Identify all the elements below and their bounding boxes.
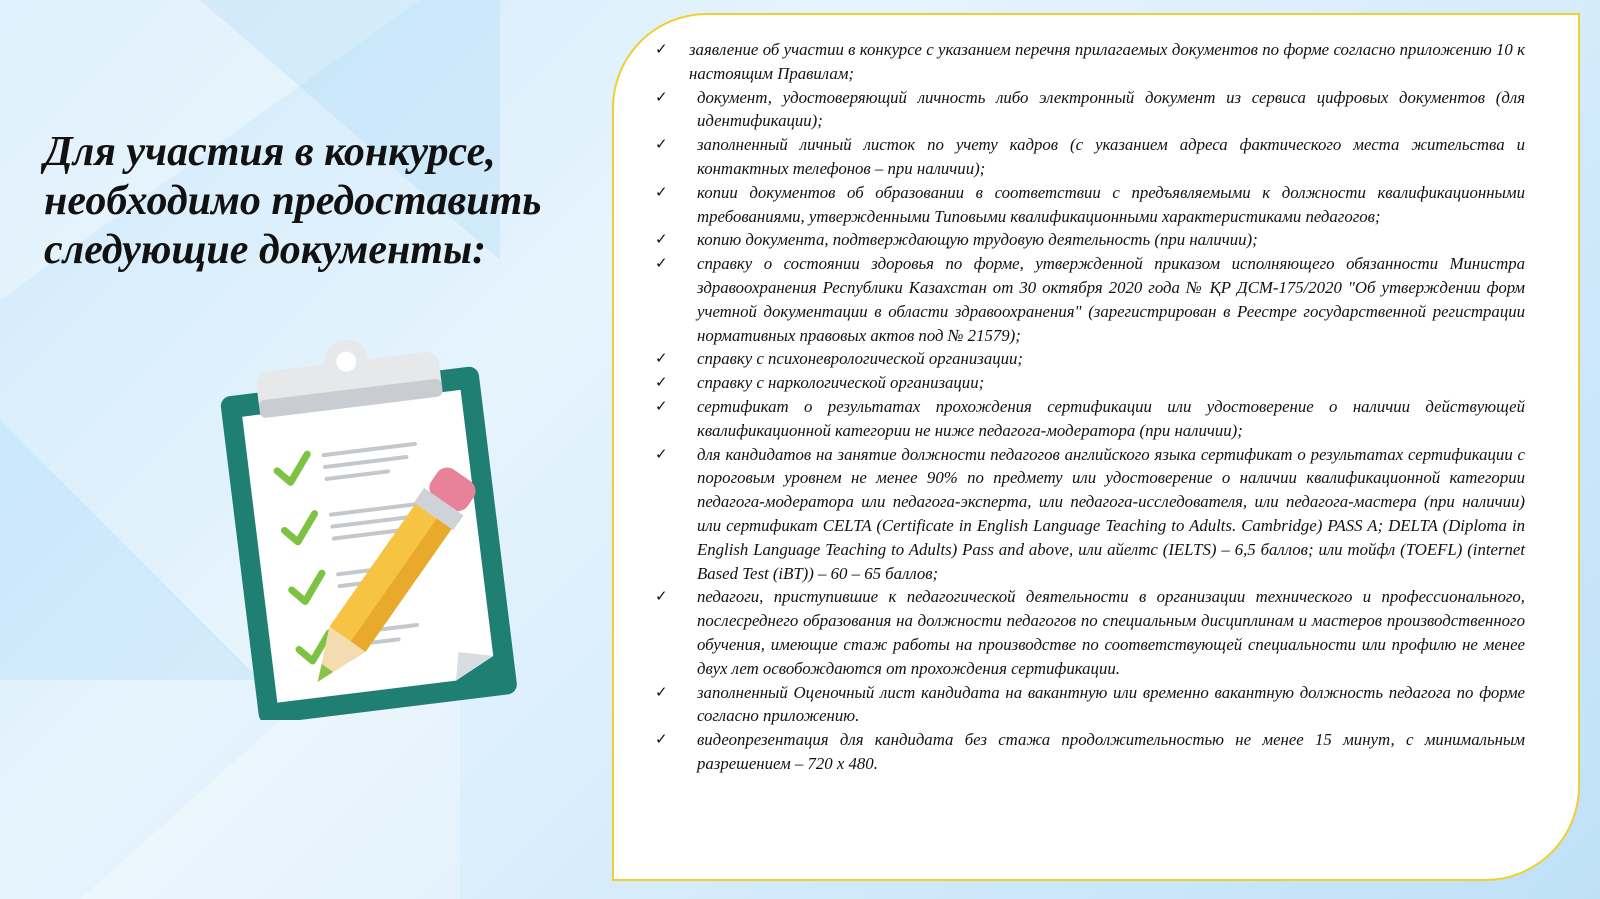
title-line: Для участия в конкурсе, [44,129,496,175]
checkmark-icon: ✓ [655,135,668,154]
list-item [655,181,1525,229]
list-item [655,228,1525,252]
list-item-text: справку о состоянии здоровья по форме, утвержденной приказом исполняющего обязанности Министра здравоохранения Республики Казахстан от 30 октября 2020 года № ҚР ДСМ-175/2020 "Об утверждении форм учетной документации в области здравоохранения" (зарегистрирован в Реестре государственной регистрации нормативных правовых актов под № 21579); [697,254,1525,345]
title-line: следующие документы: [44,227,487,273]
clipboard-checklist-pencil-icon [215,340,525,720]
list-item [655,86,1525,134]
checkmark-icon: ✓ [655,40,668,58]
checkmark-icon: ✓ [655,87,668,106]
checkmark-icon: ✓ [655,682,668,701]
list-item [655,728,1525,776]
checkmark-icon: ✓ [655,587,668,606]
list-item-text: для кандидатов на занятие должности педагогов английского языка сертификат о результатах сертификации с пороговым уровнем не менее 90% по предмету или удостоверение о наличии квалификационной категории педагога-модератора или педагога-эксперта, или педагога-исследователя, или педагога-мастера (при наличии) или сертификат CELTA (Certificate in English Language Teaching to Adults. Cambridge) PASS A; DELTA (Diploma in English Language Teaching to Adults) Pass and above, или айелтс (IELTS) – 6,5 баллов; или тойфл (TOEFL) (internet Based Test (iBT)) – 60 – 65 баллов; [697,444,1525,583]
checkmark-icon: ✓ [655,254,668,273]
checkmark-icon: ✓ [655,230,668,249]
list-item-text: документ, удостоверяющий личность либо электронный документ из сервиса цифровых документов (для идентификации); [697,87,1525,131]
list-item-text: сертификат о результатах прохождения сертификации или удостоверение о наличии действующей квалификационной категории не ниже педагога-модератора (при наличии); [697,396,1525,440]
list-item-text: видеопрезентация для кандидата без стажа продолжительностью не менее 15 минут, с минимальным разрешением – 720 x 480. [697,730,1525,773]
list-item [655,395,1525,443]
checkmark-icon: ✓ [655,349,668,368]
list-item-text: справку с психоневрологической организации; [697,349,1023,369]
checkmark-icon: ✓ [655,444,668,463]
list-item-text: педагоги, приступившие к педагогической деятельности в организации технического и профессионального, послесреднего образования на должности педагогов по специальным дисциплинам и мастеров производственного обучения, имеющие стаж работы на производстве по соответствующей специальности или профилю не менее двух лет освобождаются от прохождения сертификации. [697,587,1525,678]
list-item [655,133,1525,181]
list-item [655,443,1525,586]
list-item-text: заполненный Оценочный лист кандидата на вакантную или временно вакантную должность педагога по форме согласно приложению. [697,682,1525,726]
checkmark-icon: ✓ [655,182,668,201]
list-item-text: копии документов об образовании в соответствии с предъявляемыми к должности квалификационными требованиями, утвержденными Типовыми квалификационными характеристиками педагогов; [697,182,1525,226]
list-item-text: заполненный личный листок по учету кадров (с указанием адреса фактического места жительства и контактных телефонов – при наличии); [697,135,1525,178]
list-item [655,252,1525,347]
title-line: необходимо предоставить [44,178,542,224]
documents-list [655,38,1525,776]
list-item [655,371,1525,395]
list-item [655,681,1525,729]
list-item [655,585,1525,680]
list-item-text: заявление об участии в конкурсе с указанием перечня прилагаемых документов по форме согласно приложению 10 к настоящим Правилам; [689,40,1525,83]
list-item-text: справку с наркологической организации; [697,373,985,393]
list-item [655,38,1525,86]
list-item [655,347,1525,371]
page-title [44,128,614,275]
list-item-text: копию документа, подтверждающую трудовую деятельность (при наличии); [697,230,1258,250]
checkmark-icon: ✓ [655,373,668,392]
checkmark-icon: ✓ [655,396,668,415]
checkmark-icon: ✓ [655,730,668,749]
